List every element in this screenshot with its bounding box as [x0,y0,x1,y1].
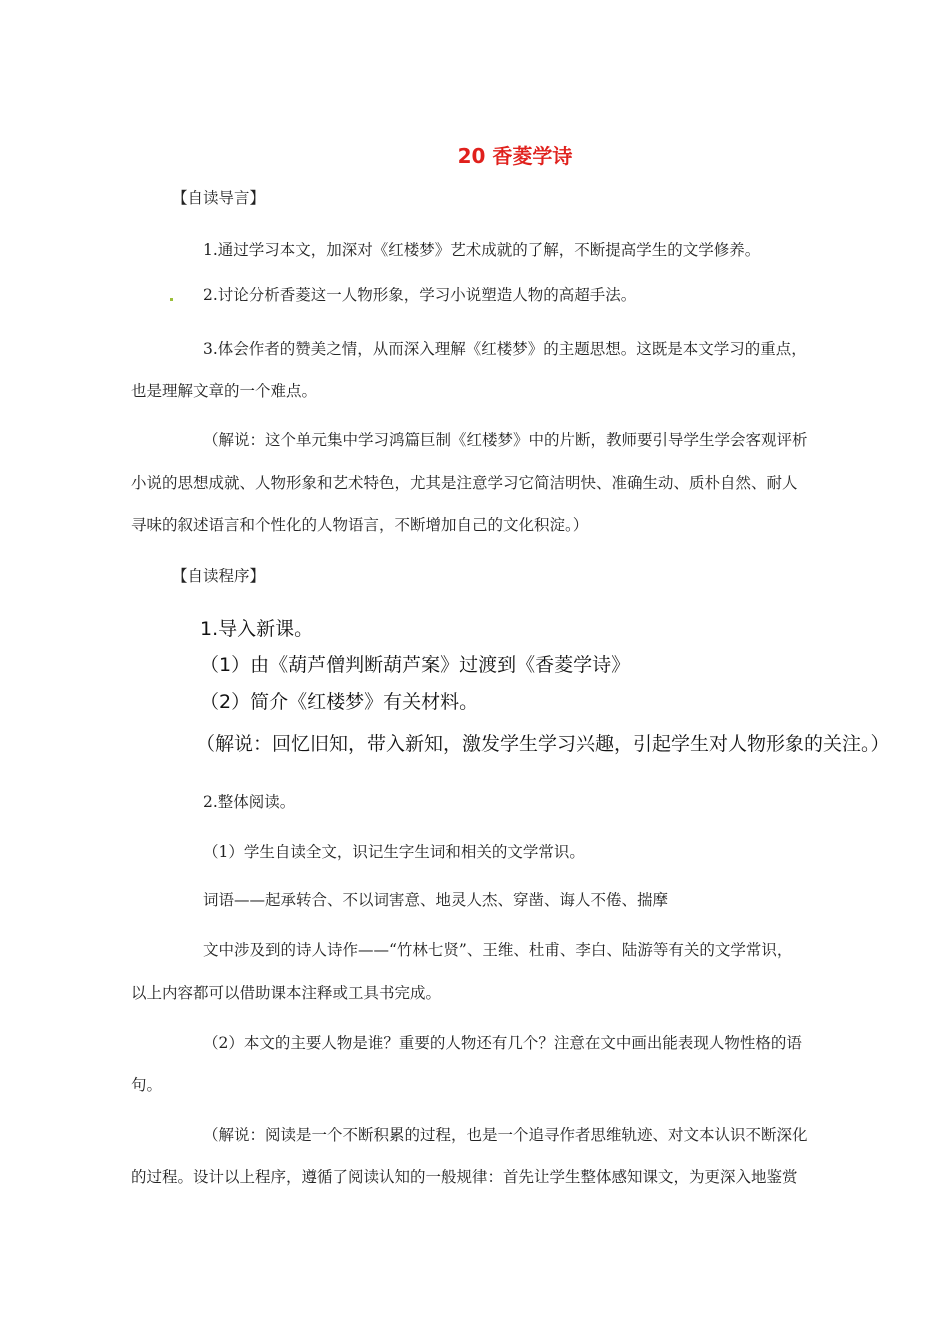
procedure-header: 【自读程序】 [172,567,266,585]
note-1-line-3: 寻味的叙述语言和个性化的人物语言，不断增加自己的文化积淀。） [131,516,589,534]
procedure-step-2-2-line-2: 句。 [131,1076,163,1094]
intro-item-3-line-1: 3.体会作者的赞美之情，从而深入理解《红楼梦》的主题思想。这既是本文学习的重点， [203,340,807,358]
intro-item-1: 1.通过学习本文，加深对《红楼梦》艺术成就的了解，不断提高学生的文学修养。 [203,241,761,259]
note-2-line-2: 的过程。设计以上程序，遵循了阅读认知的一般规律：首先让学生整体感知课文，为更深入地鉴赏 [131,1168,798,1186]
note-1-line-2: 小说的思想成就、人物形象和艺术特色，尤其是注意学习它简洁明快、准确生动、质朴自然、耐人 [131,474,798,492]
note-2-line-1: （解说：阅读是一个不断积累的过程，也是一个追寻作者思维轨迹、对文本认识不断深化 [203,1126,808,1144]
procedure-step-1-1: （1）由《葫芦僧判断葫芦案》过渡到《香菱学诗》 [200,654,631,676]
stray-mark [170,298,173,301]
page-title: 20 香菱学诗 [457,144,573,168]
intro-header: 【自读导言】 [172,189,266,207]
procedure-step-2: 2.整体阅读。 [203,793,296,811]
intro-item-2: 2.讨论分析香菱这一人物形象，学习小说塑造人物的高超手法。 [203,286,637,304]
poets-line-1: 文中涉及到的诗人诗作——“竹林七贤”、王维、杜甫、李白、陆游等有关的文学常识， [203,941,793,959]
intro-item-3-line-2: 也是理解文章的一个难点。 [131,382,318,400]
procedure-step-1-note: （解说：回忆旧知，带入新知，激发学生学习兴趣，引起学生对人物形象的关注。） [196,733,890,755]
procedure-step-2-1: （1）学生自读全文，识记生字生词和相关的文学常识。 [203,843,585,861]
procedure-step-1-2: （2）简介《红楼梦》有关材料。 [200,691,479,713]
vocabulary-line: 词语——起承转合、不以词害意、地灵人杰、穿凿、诲人不倦、揣摩 [203,891,669,909]
note-1-line-1: （解说：这个单元集中学习鸿篇巨制《红楼梦》中的片断，教师要引导学生学会客观评析 [203,431,808,449]
procedure-step-1: 1.导入新课。 [200,618,314,640]
procedure-step-2-2-line-1: （2）本文的主要人物是谁？重要的人物还有几个？注意在文中画出能表现人物性格的语 [203,1034,802,1052]
poets-line-2: 以上内容都可以借助课本注释或工具书完成。 [131,984,442,1002]
